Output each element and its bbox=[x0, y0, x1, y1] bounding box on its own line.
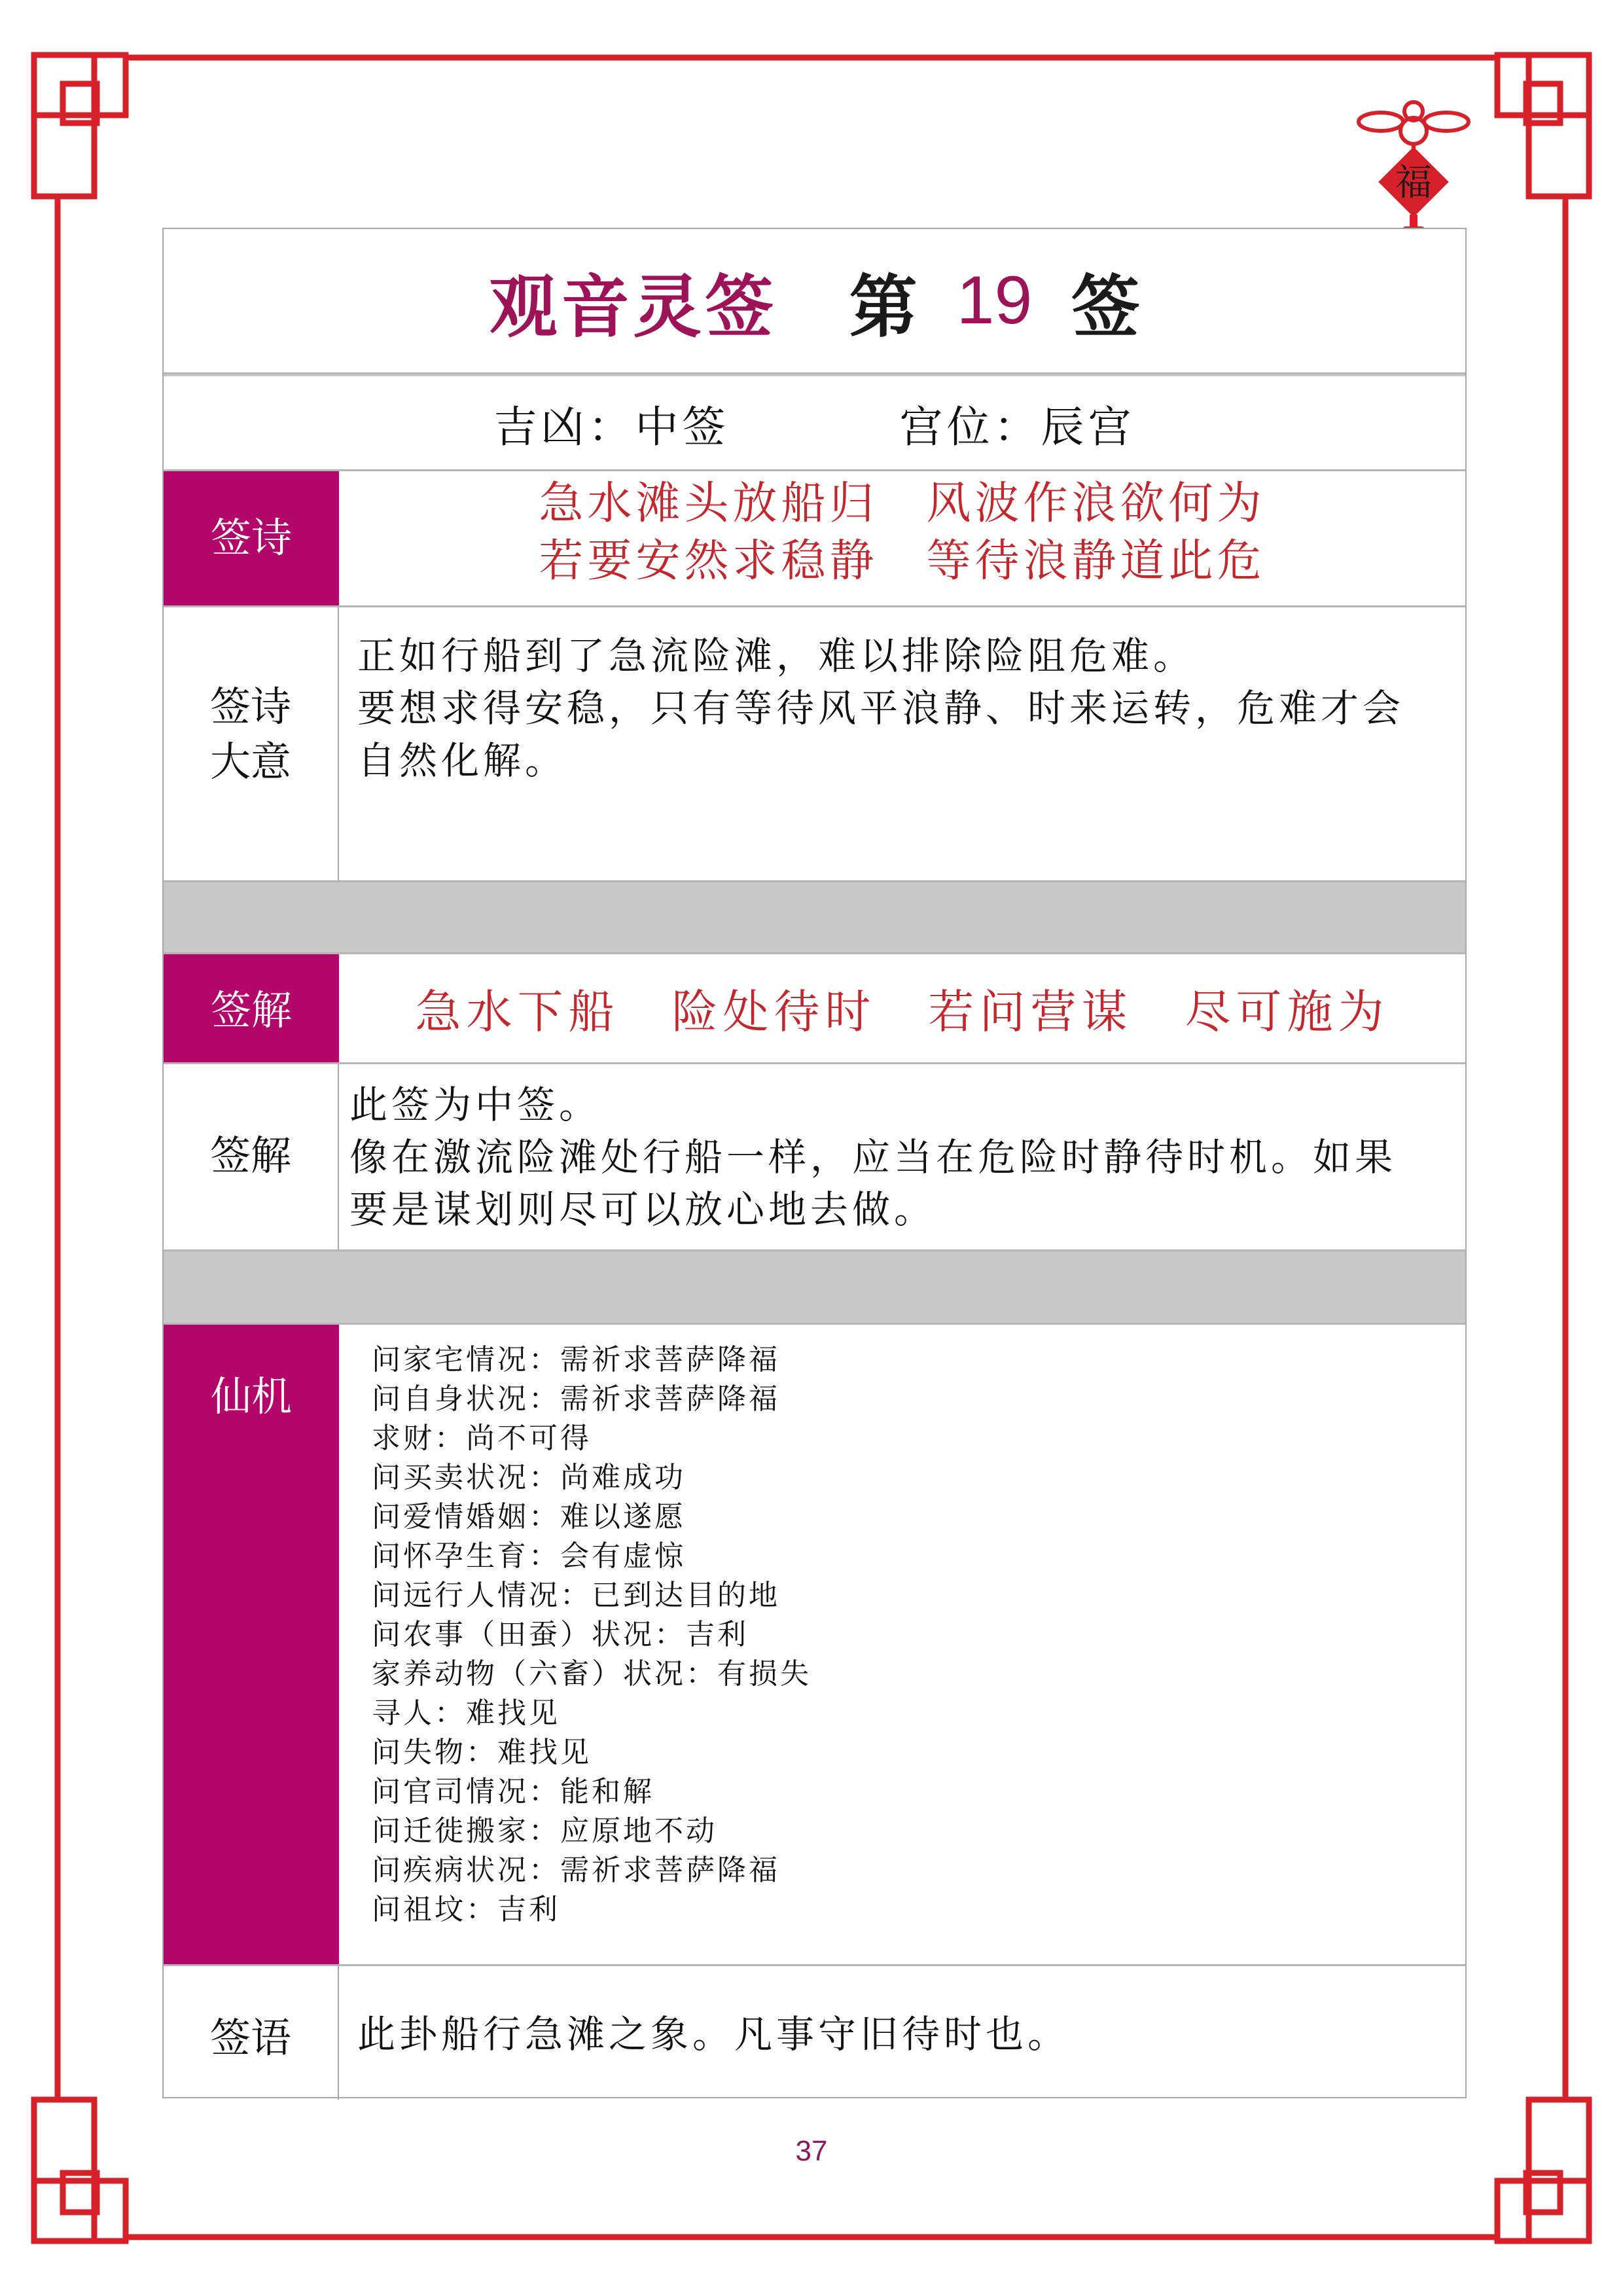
fu-character: 福 bbox=[1395, 162, 1432, 204]
title-di: 第 bbox=[849, 266, 918, 347]
list-item: 问家宅情况：需祈求菩萨降福 bbox=[372, 1343, 780, 1376]
list-item: 问远行人情况：已到达目的地 bbox=[372, 1579, 780, 1612]
xianji-list bbox=[339, 1325, 1465, 1929]
qianshi-row bbox=[164, 471, 1465, 607]
list-item: 问失物：难找见 bbox=[372, 1736, 592, 1769]
qianyu-row bbox=[164, 1966, 1465, 2100]
dayi-text bbox=[339, 607, 1465, 880]
spacer-bar bbox=[164, 882, 1465, 954]
qianjie-phrases bbox=[339, 954, 1465, 1062]
list-item: 问爱情婚姻：难以遂愿 bbox=[372, 1500, 686, 1534]
list-item: 求财：尚不可得 bbox=[372, 1422, 592, 1455]
dayi-line-1: 正如行船到了急流险滩，难以排除险阻危难。 bbox=[357, 634, 1196, 678]
fortune-info-row bbox=[164, 374, 1465, 471]
title-main: 观音灵签 bbox=[489, 266, 777, 347]
list-item: 问迁徙搬家：应原地不动 bbox=[372, 1814, 717, 1848]
poem-line-2: 若要安然求稳静 等待浪静道此危 bbox=[539, 535, 1266, 587]
jixiong-text: 吉凶：中签 bbox=[493, 401, 730, 452]
oracle-card bbox=[162, 228, 1467, 2098]
xianji-content bbox=[339, 1325, 1465, 1964]
list-item: 问自身状况：需祈求菩萨降福 bbox=[372, 1382, 780, 1416]
dayi-row bbox=[164, 607, 1465, 882]
list-item: 问买卖状况：尚难成功 bbox=[372, 1461, 686, 1494]
qianjie-short-row bbox=[164, 954, 1465, 1064]
spacer-bar bbox=[164, 1251, 1465, 1325]
list-item: 问官司情况：能和解 bbox=[372, 1775, 654, 1808]
qianyu-label: 签语 bbox=[164, 1966, 339, 2100]
qianjie-line-1: 此签为中签。 bbox=[349, 1083, 601, 1127]
dayi-label bbox=[164, 607, 339, 880]
page-title bbox=[164, 229, 1465, 372]
dayi-label-line-2: 大意 bbox=[209, 738, 291, 785]
qianjie-line-2: 像在激流险滩处行船一样，应当在危险时静待时机。如果要是谋划则尽可以放心地去做。 bbox=[349, 1135, 1397, 1232]
title-number: 19 bbox=[956, 262, 1033, 338]
list-item: 问怀孕生育：会有虚惊 bbox=[372, 1539, 686, 1573]
list-item: 家养动物（六畜）状况：有损失 bbox=[372, 1657, 812, 1691]
list-item: 问祖坟：吉利 bbox=[372, 1893, 560, 1926]
title-qian: 签 bbox=[1071, 266, 1140, 347]
qianjie-label: 签解 bbox=[164, 1064, 339, 1249]
qianjie-row bbox=[164, 1064, 1465, 1251]
list-item: 问疾病状况：需祈求菩萨降福 bbox=[372, 1854, 780, 1887]
qianjie-text bbox=[339, 1064, 1465, 1249]
gongwei-text: 宫位：辰宫 bbox=[899, 401, 1135, 452]
qianyu-text: 此卦船行急滩之象。凡事守旧待时也。 bbox=[357, 2012, 1070, 2056]
list-item: 寻人：难找见 bbox=[372, 1696, 560, 1730]
title-row bbox=[164, 229, 1465, 374]
poem-line-1: 急水滩头放船归 风波作浪欲何为 bbox=[539, 478, 1266, 529]
qianjie-phrase: 尽可施为 bbox=[1185, 985, 1389, 1039]
qianjie-phrase: 急水下船 bbox=[415, 985, 620, 1039]
qianshi-label: 签诗 bbox=[164, 471, 339, 605]
xianji-row bbox=[164, 1325, 1465, 1966]
qianjie-phrase: 险处待时 bbox=[671, 985, 876, 1039]
dayi-line-2: 要想求得安稳，只有等待风平浪静、时来运转，危难才会自然化解。 bbox=[357, 686, 1405, 783]
dayi-label-line-1: 签诗 bbox=[209, 683, 291, 730]
qianjie-short-label: 签解 bbox=[164, 954, 339, 1062]
qianjie-phrase: 若问营谋 bbox=[928, 985, 1133, 1039]
page-number: 37 bbox=[795, 2135, 828, 2167]
list-item: 问农事（田蚕）状况：吉利 bbox=[372, 1618, 749, 1651]
xianji-label: 仙机 bbox=[164, 1325, 339, 1964]
qianshi-poem bbox=[339, 471, 1465, 605]
